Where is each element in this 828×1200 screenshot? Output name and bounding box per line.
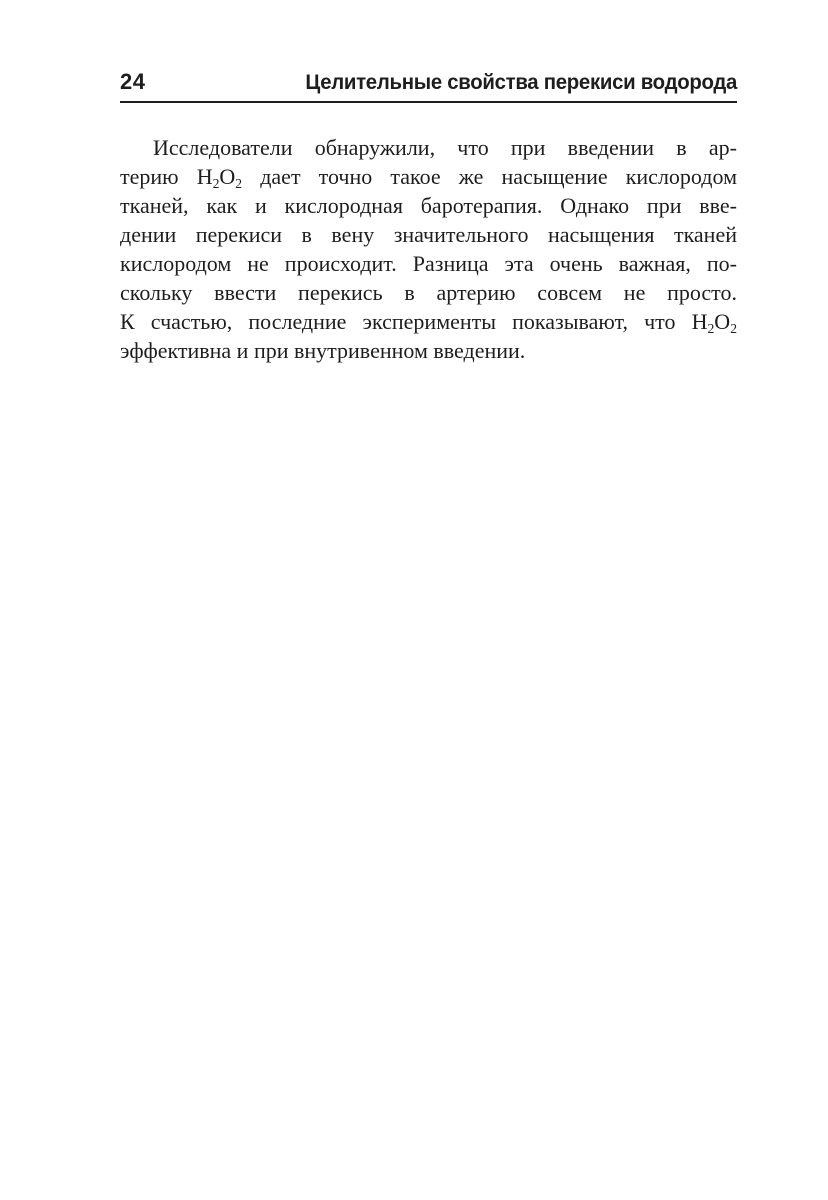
text-segment: кислородом не происходит. Разница эта очень важная, по-: [120, 251, 737, 276]
text-segment: Исследователи обнаружили, что при введении в ар-: [153, 135, 737, 160]
text-segment: К счастью, последние эксперименты показывают, что: [120, 309, 692, 334]
text-segment: H: [691, 309, 708, 334]
text-segment: скольку ввести перекись в артерию совсем не просто.: [120, 280, 737, 305]
text-segment: тканей, как и кислородная баротерапия. Однако при вве-: [120, 193, 737, 218]
subscript-text: 2: [212, 175, 220, 191]
text-segment: O: [219, 164, 236, 189]
text-segment: дает точно такое же насыщение кислородом: [242, 164, 737, 189]
paragraph-line: [120, 162, 737, 191]
paragraph-line: [120, 336, 737, 365]
subscript-text: 2: [730, 320, 737, 336]
text-segment: терию: [120, 164, 197, 189]
subscript-text: 2: [707, 320, 715, 336]
text-segment: эффективна и при внутривенном введении.: [120, 338, 526, 363]
paragraph-line: [120, 278, 737, 307]
text-segment: дении перекиси в вену значительного насыщения тканей: [120, 222, 737, 247]
paragraph-line: [120, 249, 737, 278]
paragraph-line: [120, 220, 737, 249]
page-header: [120, 70, 737, 103]
running-head-title: Целительные свойства перекиси водорода: [305, 71, 737, 94]
paragraph-line: [120, 191, 737, 220]
body-paragraph: [120, 133, 737, 365]
paragraph-line: [120, 307, 737, 336]
text-segment: O: [714, 309, 731, 334]
text-segment: H: [196, 164, 213, 189]
subscript-text: 2: [235, 175, 243, 191]
page-number: 24: [120, 69, 146, 94]
paragraph-line: [120, 133, 737, 162]
